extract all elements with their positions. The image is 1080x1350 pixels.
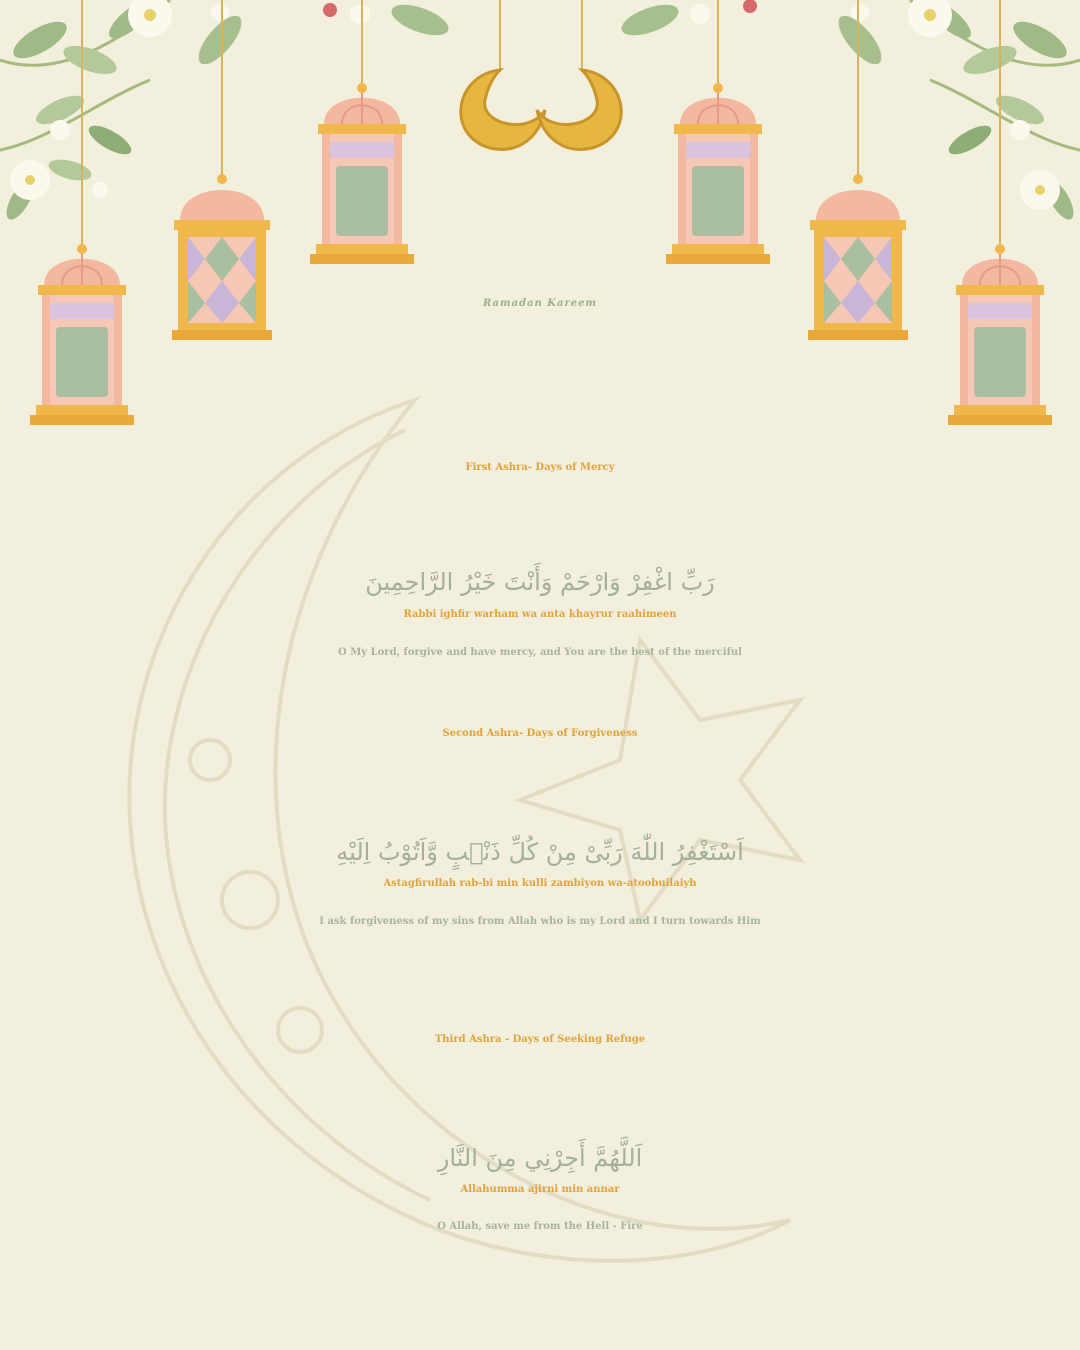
hanging-lantern-6 — [948, 244, 1052, 425]
arabic-dua-first: رَبِّ اغْفِرْ وَارْحَمْ وَأَنْتَ خَيْرُ الرَّاحِمِينَ — [365, 568, 715, 596]
arabic-dua-third: اَللَّهُمَّ أَجِرْنِي مِنَ النَّارِ — [437, 1144, 643, 1172]
section-heading-second-ashra: Second Ashra- Days of Forgiveness — [442, 728, 638, 739]
background-crescent-outline — [129, 400, 800, 1261]
crescent-moon-icon — [461, 70, 621, 149]
page-title: Ramadan Kareem — [482, 298, 598, 309]
hanging-lantern-2 — [172, 174, 272, 340]
hanging-lantern-4 — [666, 83, 770, 264]
section-heading-third-ashra: Third Ashra - Days of Seeking Refuge — [434, 1034, 646, 1045]
transliteration-second: Astagfirullah rab-bi min kulli zambiyon wa-atoobuilaiyh — [383, 878, 697, 889]
hanging-lantern-3 — [310, 83, 414, 264]
meaning-third: O Allah, save me from the Hell - Fire — [437, 1221, 643, 1232]
section-heading-first-ashra: First Ashra- Days of Mercy — [465, 462, 615, 473]
transliteration-first: Rabbi ighfir warham wa anta khayrur raahimeen — [403, 609, 677, 620]
hanging-lantern-1 — [30, 244, 134, 425]
floral-branch-right — [832, 0, 1080, 224]
meaning-first: O My Lord, forgive and have mercy, and You are the best of the merciful — [338, 647, 742, 658]
meaning-second: I ask forgiveness of my sins from Allah who is my Lord and I turn towards Him — [319, 916, 761, 927]
transliteration-third: Allahumma ajirni min annar — [460, 1184, 620, 1195]
floral-branch-left — [0, 0, 248, 224]
floral-top-center — [323, 0, 757, 42]
arabic-dua-second: اَسْتَغْفِرُ اللّٰهَ رَبِّیْ مِنْ كُلِّ ذَنْۢبٍ وَّاَتُوْبُ اِلَيْهِ — [336, 838, 744, 866]
hanging-lantern-5 — [808, 174, 908, 340]
